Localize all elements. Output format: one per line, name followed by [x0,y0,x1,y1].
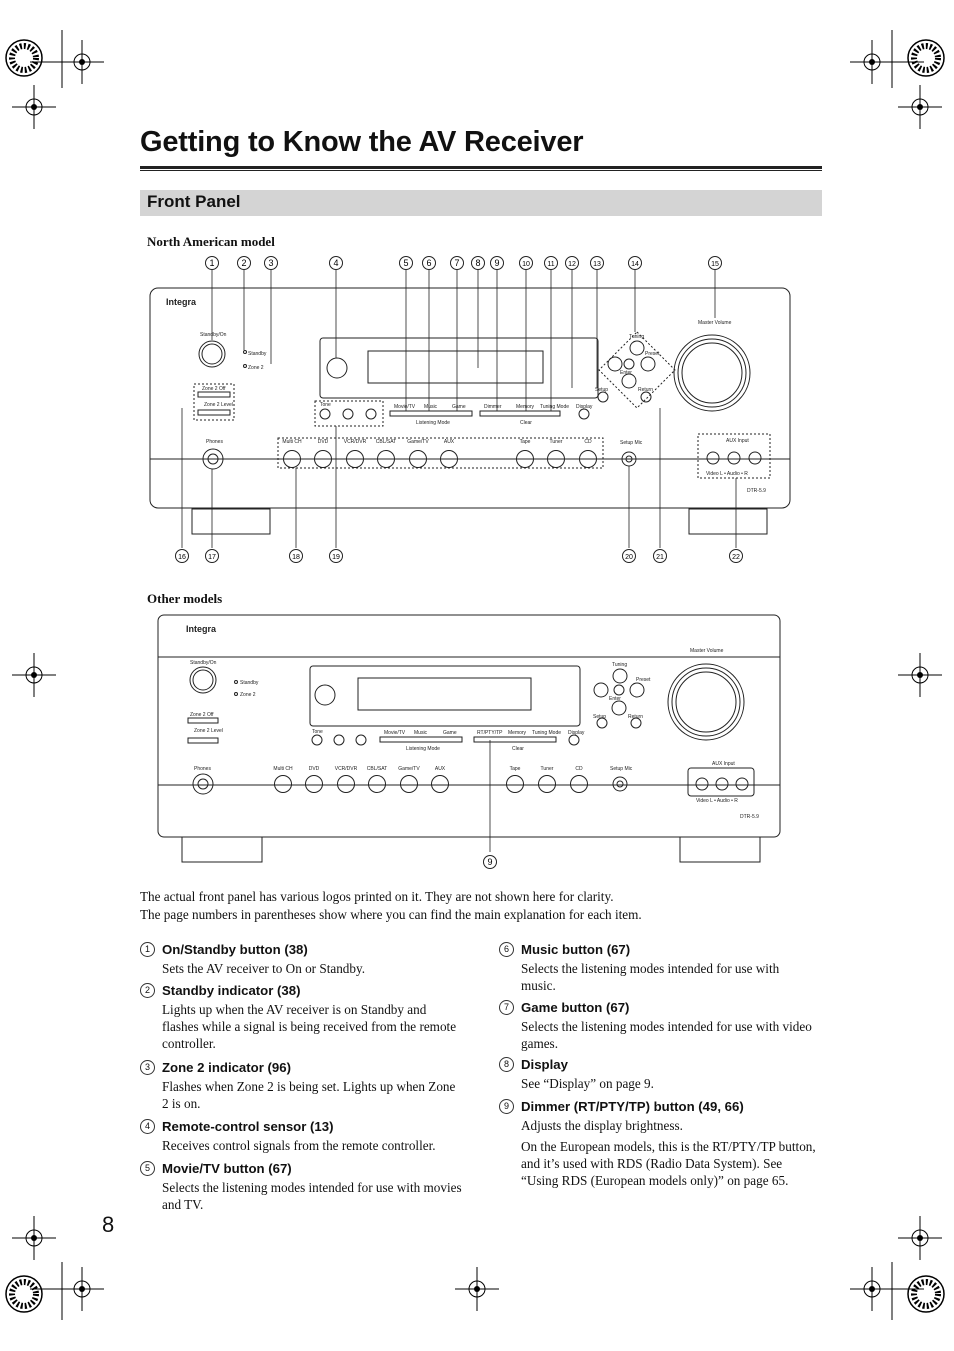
item-number: 5 [140,1161,155,1176]
svg-text:1: 1 [209,258,215,268]
item-desc: Sets the AV receiver to On or Standby. [162,961,366,976]
setup-mic-label: Setup Mic [620,440,643,446]
source-button-tuner [548,439,565,468]
callout-11 [545,257,558,270]
svg-text:Game/TV: Game/TV [407,439,429,445]
item-number: 9 [499,1099,514,1114]
source-button-vcr-dvr [344,439,367,468]
svg-text:11: 11 [547,261,555,268]
svg-text:Multi CH: Multi CH [282,439,302,445]
svg-text:12: 12 [568,261,576,268]
callout-4 [330,257,343,270]
source-button-dvd [315,439,332,468]
tone-label: Tone [312,729,323,735]
svg-text:15: 15 [711,261,719,268]
tuning-mode-label: Tuning Mode [540,404,569,410]
callout-7 [451,257,464,270]
movie-tv-label: Movie/TV [384,730,406,736]
movie-tv-label: Movie/TV [394,404,416,410]
callout-20 [623,550,636,563]
standby-label: Standby [248,351,267,357]
zone2-level-label: Zone 2 Level [204,402,233,408]
page-number: 8 [102,1212,115,1237]
item-desc: Selects the listening modes intended for use with music. [521,961,780,993]
svg-text:8: 8 [475,258,481,268]
standby-on-label: Standby/On [200,332,227,338]
svg-text:Tape: Tape [519,439,531,445]
svg-text:7: 7 [454,258,460,268]
svg-text:Tuner: Tuner [549,439,563,445]
source-button-cd [580,439,597,468]
callout-9 [491,257,504,270]
callout-13 [591,257,604,270]
item-desc: Selects the listening modes intended for use with movies and TV. [162,1180,462,1212]
callout-1 [206,257,219,270]
item-desc: Selects the listening modes intended for use with video games. [521,1019,812,1051]
standby-label: Standby [240,680,259,686]
item-title: Standby indicator (38) [162,983,301,998]
callout-5 [400,257,413,270]
clear-label: Clear [520,420,532,426]
svg-text:DVD: DVD [317,439,329,445]
svg-text:VCR/DVR: VCR/DVR [334,766,358,772]
display-label: Display [576,404,593,410]
music-label: Music [424,404,438,410]
source-button-vcr-dvr [335,766,358,793]
listening-mode-label: Listening Mode [416,420,450,426]
tone-label: Tone [320,402,331,408]
source-button-tape [507,766,524,793]
callout-22 [730,550,743,563]
preset-label: Preset [645,351,660,357]
callout-2 [238,257,251,270]
zone2-off-label: Zone 2 Off [190,712,214,718]
item-desc: Flashes when Zone 2 is being set. Lights up when Zone 2 is on. [162,1079,456,1111]
listening-mode-label: Listening Mode [406,746,440,752]
svg-text:14: 14 [631,261,639,268]
source-button-multi-ch [282,439,302,468]
return-label: Return [628,714,644,720]
callout-15 [709,257,722,270]
item-desc: Adjusts the display brightness. [521,1118,683,1133]
other-models-label: Other models [147,591,223,606]
callout-19 [330,550,343,563]
preset-label: Preset [636,677,651,683]
display-label: Display [568,730,585,736]
aux-input-label: AUX Input [712,761,735,767]
aux-input-label: AUX Input [726,438,749,444]
master-volume-label: Master Volume [698,320,732,326]
model-label: DTR-5.9 [740,814,759,820]
source-button-cbl-sat [376,439,396,468]
item-title: Movie/TV button (67) [162,1161,292,1176]
item-desc: See “Display” on page 9. [521,1076,654,1091]
brand-logo: Integra [166,297,197,307]
item-number: 7 [499,1000,514,1015]
item-number: 2 [140,983,155,998]
section-title: Front Panel [147,192,241,211]
svg-text:Multi CH: Multi CH [273,766,293,772]
source-button-aux [432,766,449,793]
return-label: Return [638,387,654,393]
svg-text:22: 22 [732,554,740,561]
callout-6 [423,257,436,270]
source-button-dvd [306,766,323,793]
item-number: 6 [499,942,514,957]
source-button-game-tv [407,439,429,468]
memory-label: Memory [516,404,535,410]
item-number: 8 [499,1057,514,1072]
zone2-level-label: Zone 2 Level [194,728,223,734]
svg-text:9: 9 [494,258,500,268]
callout-8 [472,257,485,270]
title-rule-thin [140,170,822,171]
svg-text:18: 18 [292,554,300,561]
source-button-multi-ch [273,766,293,793]
zone2-label: Zone 2 [240,692,256,698]
intro-line-1: The actual front panel has various logos printed on it. They are not shown here for clarity. [140,889,614,904]
source-button-cbl-sat [367,766,387,793]
item-number: 4 [140,1119,155,1134]
svg-text:AUX: AUX [434,766,446,772]
tuning-label: Tuning [629,334,645,340]
intro-line-2: The page numbers in parentheses show where you can find the main explanation for each item. [140,907,642,922]
memory-label: Memory [508,730,527,736]
north-american-front-panel [140,248,830,573]
source-button-tuner [539,766,556,793]
model-label: DTR-5.9 [747,488,766,494]
item-number: 3 [140,1060,155,1075]
callout-16 [176,550,189,563]
page-title: Getting to Know the AV Receiver [140,126,584,158]
item-title: On/Standby button (38) [162,942,308,957]
section-bar [140,190,822,216]
setup-label: Setup [595,387,609,393]
callout-21 [654,550,667,563]
item-desc: Receives control signals from the remote controller. [162,1138,436,1153]
item-title: Dimmer (RT/PTY/TP) button (49, 66) [521,1099,744,1114]
callout-9: 9 [487,857,493,867]
item-number: 1 [140,942,155,957]
svg-text:4: 4 [333,258,339,268]
aux-jacks-label: Video L • Audio • R [696,798,738,804]
item-title: Music button (67) [521,942,631,957]
phones-label: Phones [206,439,223,445]
phones-label: Phones [194,766,211,772]
svg-text:Tuner: Tuner [540,766,554,772]
svg-text:6: 6 [426,258,432,268]
aux-jacks-label: Video L • Audio • R [706,471,748,477]
game-label: Game [443,730,457,736]
svg-text:13: 13 [593,261,601,268]
svg-text:Game/TV: Game/TV [398,766,420,772]
game-label: Game [452,404,466,410]
enter-label: Enter [609,696,621,702]
item-title: Remote-control sensor (13) [162,1119,334,1134]
svg-text:AUX: AUX [443,439,455,445]
north-american-label: North American model [147,234,275,249]
item-desc: Lights up when the AV receiver is on Standby and flashes while a signal is being received from the remote controller. [162,1002,457,1051]
svg-text:21: 21 [656,554,664,561]
title-rule [140,166,822,169]
svg-text:VCR/DVR: VCR/DVR [343,439,367,445]
svg-text:19: 19 [332,554,340,561]
item-title: Game button (67) [521,1000,630,1015]
callout-17 [206,550,219,563]
svg-text:17: 17 [208,554,216,561]
svg-text:CBL/SAT: CBL/SAT [366,766,388,772]
clear-label: Clear [512,746,524,752]
svg-text:10: 10 [522,261,530,268]
svg-text:16: 16 [178,554,186,561]
svg-text:CBL/SAT: CBL/SAT [375,439,397,445]
setup-label: Setup [593,714,607,720]
svg-text:3: 3 [268,258,274,268]
source-button-aux [441,439,458,468]
source-button-cd [571,766,588,793]
tuning-mode-label: Tuning Mode [532,730,561,736]
music-label: Music [414,730,428,736]
dimmer-label: Dimmer [484,404,502,410]
standby-on-label: Standby/On [190,660,217,666]
other-models-front-panel [150,610,790,875]
brand-logo: Integra [186,624,217,634]
enter-label: Enter [620,370,632,376]
callout-14 [629,257,642,270]
rt-pty-tp-label: RT/PTY/TP [477,730,503,736]
svg-text:CD: CD [575,766,583,772]
svg-text:2: 2 [241,258,247,268]
svg-text:20: 20 [625,554,633,561]
item-title: Display [521,1057,568,1072]
zone2-label: Zone 2 [248,365,264,371]
callout-10 [520,257,533,270]
source-button-tape [517,439,534,468]
tuning-label: Tuning [612,662,628,668]
svg-text:Tape: Tape [509,766,521,772]
svg-text:5: 5 [403,258,409,268]
svg-text:DVD: DVD [308,766,320,772]
source-button-game-tv [398,766,420,793]
master-volume-label: Master Volume [690,648,724,654]
zone2-off-label: Zone 2 Off [202,386,226,392]
item-desc-2: On the European models, this is the RT/PTY/TP button, and it’s used with RDS (Radio Data System). See “Using RDS (European models only)” on page 65. [521,1139,816,1188]
callout-3 [265,257,278,270]
setup-mic-label: Setup Mic [610,766,633,772]
callout-18 [290,550,303,563]
callout-12 [566,257,579,270]
item-title: Zone 2 indicator (96) [162,1060,291,1075]
svg-text:CD: CD [584,439,592,445]
